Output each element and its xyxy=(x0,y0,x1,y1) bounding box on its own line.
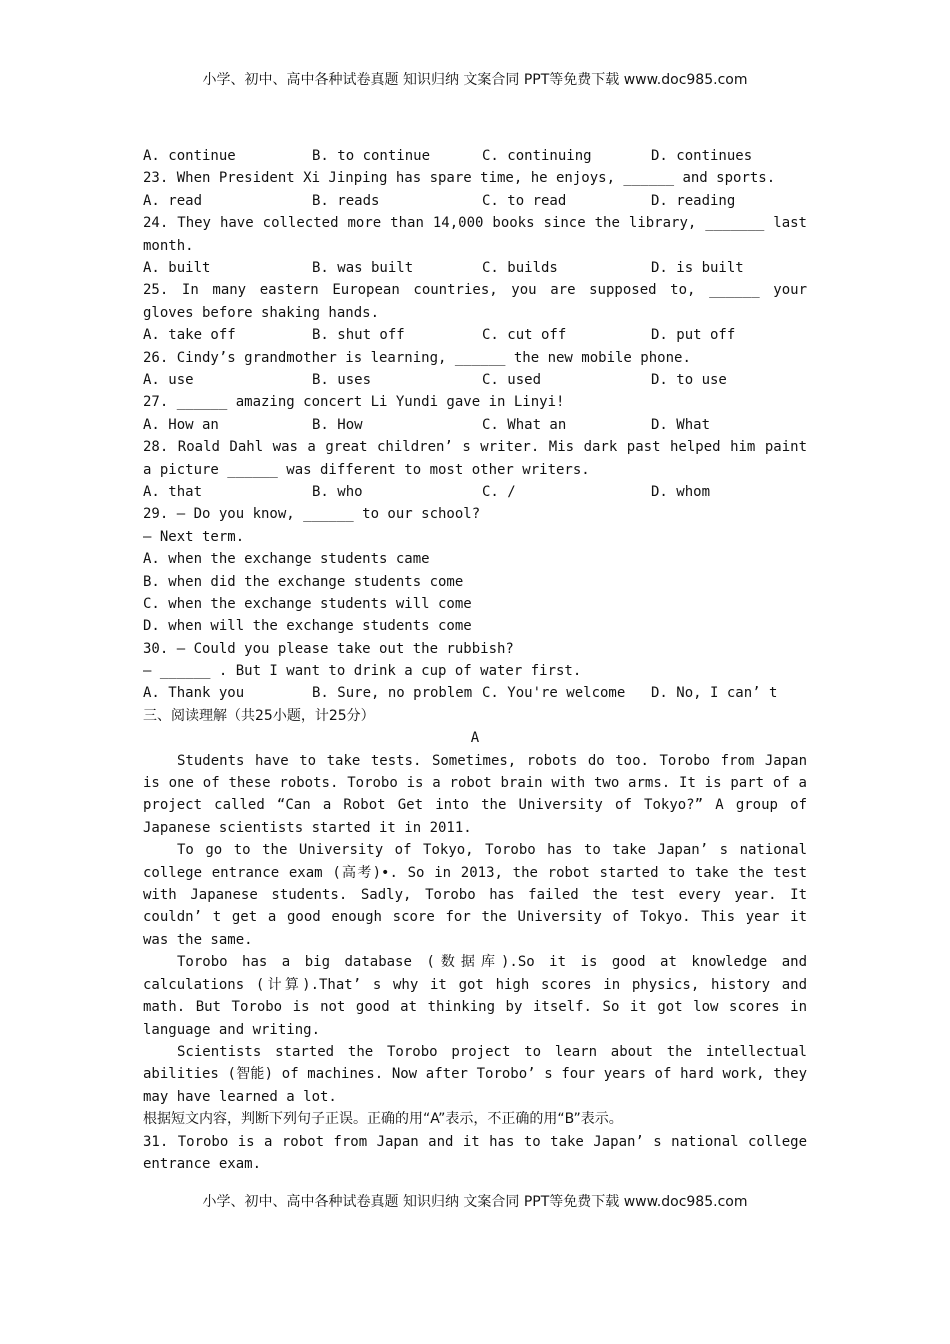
instruction: 根据短文内容，判断下列句子正误。正确的用“A”表示，不正确的用“B”表示。 xyxy=(143,1111,623,1128)
passage-paragraph-1: Students have to take tests. Sometimes, robots do too. Torobo from Japan is one of these robots. Torobo is a robot brain with two arms. It is part of a project called “Can a Robot Get into the University of Tokyo?” A group of Japanese scientists started it in 2011. xyxy=(143,752,807,836)
q23-option-d: D. reading xyxy=(651,192,736,209)
exam-page xyxy=(143,145,807,1175)
q24-option-d: D. is built xyxy=(651,259,744,276)
q28-option-d: D. whom xyxy=(651,483,711,500)
q23-option-a: A. read xyxy=(143,192,203,209)
q31-stem: 31. Torobo is a robot from Japan and it has to take Japan’ s national college entrance exam. xyxy=(143,1133,807,1172)
page-footer: 小学、初中、高中各种试卷真题 知识归纳 文案合同 PPT等免费下载 www.doc985.com xyxy=(202,1194,748,1210)
passage-paragraph-3: Torobo has a big database (数据库).So it is good at knowledge and calculations (计算).That’ s why it got high scores in physics, history and math. But Torobo is not good at thinking by itself. So it got low scores in language and writing. xyxy=(143,954,807,1038)
q30-option-a: A. Thank you xyxy=(143,685,245,702)
q29-option-c: C. when the exchange students will come xyxy=(143,595,472,612)
q25-option-a: A. take off xyxy=(143,327,236,344)
q28-stem: 28. Roald Dahl was a great children’ s writer. Mis dark past helped him paint a picture ______ was different to most other writers. xyxy=(143,439,807,478)
q24-option-c: C. builds xyxy=(482,259,558,276)
q27-stem: 27. ______ amazing concert Li Yundi gave in Linyi! xyxy=(143,394,565,411)
q27-option-d: D. What xyxy=(651,416,711,433)
q28-option-a: A. that xyxy=(143,483,203,500)
q28-option-c: C. / xyxy=(482,483,516,500)
q27-option-b: B. How xyxy=(312,416,363,433)
q26-options xyxy=(143,369,807,391)
q25-stem: 25. In many eastern European countries, you are supposed to, ______ your gloves before shaking hands. xyxy=(143,282,807,321)
q30-option-b: B. Sure, no problem xyxy=(312,685,473,702)
q30-stem: 30. — Could you please take out the rubbish? xyxy=(143,640,514,657)
q28-option-b: B. who xyxy=(312,483,363,500)
q27-options xyxy=(143,414,807,436)
q25-option-b: B. shut off xyxy=(312,327,405,344)
q23-option-b: B. reads xyxy=(312,192,380,209)
q26-option-b: B. uses xyxy=(312,371,372,388)
q26-stem: 26. Cindy’s grandmother is learning, ______ the new mobile phone. xyxy=(143,349,691,366)
q29-stem: 29. — Do you know, ______ to our school? xyxy=(143,506,481,523)
q26-option-d: D. to use xyxy=(651,371,727,388)
q22-option-a: A. continue xyxy=(143,148,236,164)
q25-option-c: C. cut off xyxy=(482,327,567,344)
q23-option-c: C. to read xyxy=(482,192,567,209)
q24-option-b: B. was built xyxy=(312,259,414,276)
passage-paragraph-2: To go to the University of Tokyo, Torobo has to take Japan’ s national college entrance exam (高考)•. So in 2013, the robot started to take the test with Japanese students. Sadly, Torobo has failed the test every year. It couldn’ t get a good enough score for the University of Tokyo. This year it was the same. xyxy=(143,842,807,948)
page-header: 小学、初中、高中各种试卷真题 知识归纳 文案合同 PPT等免费下载 www.doc985.com xyxy=(202,72,748,88)
q22-option-c: C. continuing xyxy=(482,148,592,164)
q24-options xyxy=(143,257,807,279)
q23-options xyxy=(143,190,807,212)
q24-stem: 24. They have collected more than 14,000 books since the library, _______ last month. xyxy=(143,215,807,254)
q25-option-d: D. put off xyxy=(651,327,736,344)
q29-option-a: A. when the exchange students came xyxy=(143,551,430,568)
passage-label: A xyxy=(470,730,480,747)
q26-option-c: C. used xyxy=(482,371,542,388)
q29-reply: — Next term. xyxy=(143,528,245,545)
q30-option-d: D. No, I can’ t xyxy=(651,685,778,702)
q26-option-a: A. use xyxy=(143,371,194,388)
passage-paragraph-4: Scientists started the Torobo project to learn about the intellectual abilities (智能) of machines. Now after Torobo’ s four years of hard work, they may have learned a lot. xyxy=(143,1043,807,1105)
q29-option-d: D. when will the exchange students come xyxy=(143,618,472,635)
q30-reply: — ______ . But I want to drink a cup of water first. xyxy=(143,663,582,680)
q24-option-a: A. built xyxy=(143,259,211,276)
q27-option-c: C. What an xyxy=(482,416,567,433)
section-title: 三、阅读理解（共25小题，计25分） xyxy=(143,707,375,724)
q22-option-d: D. continues xyxy=(651,148,753,164)
q25-options xyxy=(143,324,807,346)
q23-stem: 23. When President Xi Jinping has spare time, he enjoys, ______ and sports. xyxy=(143,170,776,187)
q30-options xyxy=(143,682,807,704)
q28-options xyxy=(143,481,807,503)
q29-option-b: B. when did the exchange students come xyxy=(143,573,464,590)
q27-option-a: A. How an xyxy=(143,416,219,433)
q22-option-b: B. to continue xyxy=(312,148,431,164)
q30-option-c: C. You're welcome xyxy=(482,685,626,702)
q22-options xyxy=(143,145,807,167)
